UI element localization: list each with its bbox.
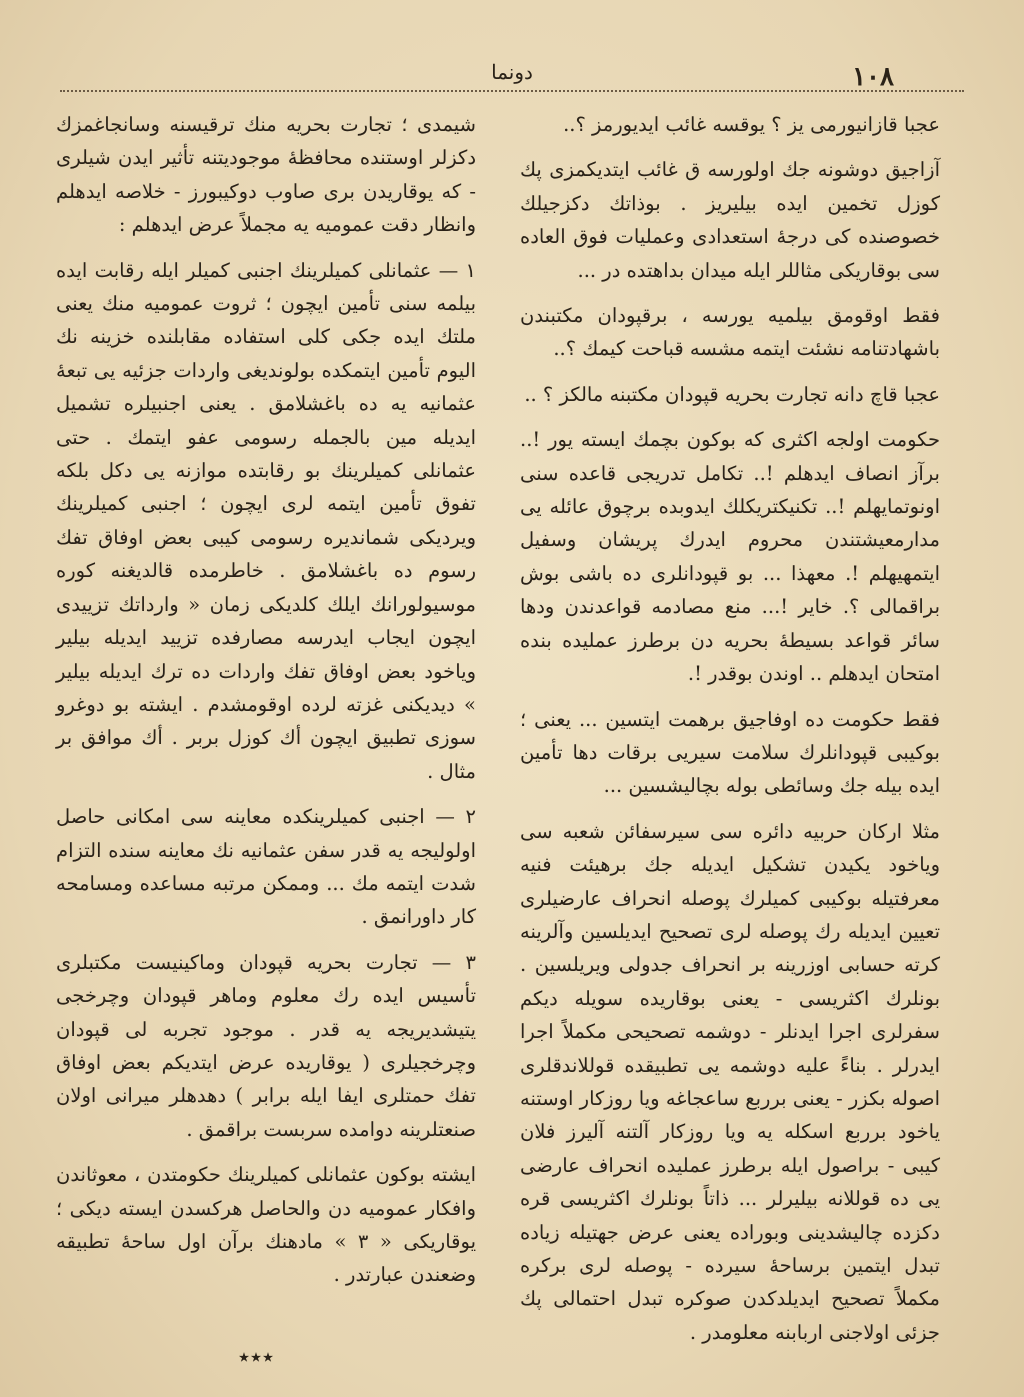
right-column xyxy=(520,108,940,1361)
paragraph: آزاجيق دوشونه جك اولورسه ق غائب ايتديكمزى پك كوزل تخمين ايده بيليريز . بوذاتك دكزجيلك خصوصنده كى درجهٔ استعدادى وعمليات فوق العاده سى بوقاريكى مثاللر ايله ميدان بداهتده در ... xyxy=(520,158,940,282)
paragraph: عجبا قازانيورمى يز ؟ يوقسه غائب ايديورمز ؟.. xyxy=(563,113,940,136)
running-title: دونما xyxy=(491,60,533,84)
numbered-item: ١ — عثمانلى كميلرينك اجنبى كميلر ايله رقابت ايده بيلمه سنى تأمين ايچون ؛ ثروت عموميه منك يعنى ملتك ايده جكى كلى استفاده مقابلنده خزينه نك اليوم تأمين ايتمكده بولونديغى واردات جزئيه يى تبعهٔ عثمانيه يه ده باغشلامق . يعنى اجنبيلره تشميل ايديله مين بالجمله رسومى عفو ايتمك . حتى عثمانلى كميلرينك بو رقابتده موازنه يى دكل بلكه تفوق تأمين ايتمه لرى ايچون ؛ اجنبى كميلرينك ويرديكى شمانديره رسومى كيبى بعض اوفاق تفك رسوم ده باغشلامق . خاطرمده قالديغنه كوره موسيولورانك ايلك كلديكى زمان « وارداتك تزييدى ايچون ايجاب ايدرسه مصارفده تزييد ايديله بيلير وياخود بعض اوفاق تفك واردات ده ترك ايديله بيلير » ديديكنى غزته لرده اوقومشدم . ايشته بو دوغرو سوزى تطبيق ايچون أك كوزل بربر . أك موافق بر مثال . xyxy=(56,258,476,783)
paragraph: عجبا قاچ دانه تجارت بحريه قپودان مكتبنه مالكز ؟ .. xyxy=(524,382,940,406)
left-column xyxy=(56,108,476,1304)
paragraph: حكومت اولجه اكثرى كه بوكون بچمك ايسته يور !.. برآز انصاف ايدهلم !.. تكامل تدريجى قاعده سنى اونوتمايهلم !.. تكنيكتريكلك ايدوبده برچوق عائله يى مدارمعيشتندن محروم ايدرك پريشان وسفيل ايتمهيهلم !. معهذا ... بو قپودانلرى ده باشى بوش براقمالى ؟. خاير !... منع مصادمه قواعدندن ودها سائر قواعد بسيطهٔ بحريه دن برطرز عمليده بنده امتحان ايدهلم .. اوندن بوقدر !. xyxy=(520,428,940,686)
paragraph: فقط حكومت ده اوفاجيق برهمت ايتسين ... يعنى ؛ بوكيبى قپودانلرك سلامت سيريى برقات دها تأمين ايده بيله جك وسائطى بوله بچاليشسين ... xyxy=(520,707,940,798)
page-number: ١٠٨ xyxy=(852,62,894,92)
paragraph: ايشته بوكون عثمانلى كميلرينك حكومتدن ، معوثاندن وافكار عموميه دن والحاصل هركسدن ايسته ديكى ؛ يوقاريكى « ٣ » مادهنك برآن اول ساحهٔ تطبيقه وضعندن عبارتدر . xyxy=(56,1163,476,1287)
page-header xyxy=(40,58,984,94)
closing-ornament: ٭٭٭ xyxy=(238,1345,274,1370)
paragraph: شيمدى ؛ تجارت بحريه منك ترقيسنه وسانجاغمزك دكزلر اوستنده محافظهٔ موجوديتنه تأثير ايدن شيلرى - كه يوقاريدن برى صاوب دوكيبورز - خلاصه ايدهلم وانظار دقت عموميه يه مجملاً عرض ايدهلم : xyxy=(56,113,476,237)
header-rule xyxy=(60,90,964,92)
paragraph: مثلا اركان حربيه دائره سى سيرسفائن شعبه سى وياخود يكيدن تشكيل ايديله جك برهيئت فنيه معرفتيله بوكيبى كميلرك پوصله انحراف عارضيلرى تعيين ايديله رك پوصله لرى تصحيح ايديلسين وآلرينه كرته حسابى اوزرينه بر انحراف جدولى ويريلسين . بونلرك اكثريسى - يعنى بوقاريده سويله ديكم سفرلرى اجرا ايدنلر - دوشمه تصحيحى مكملاً اجرا ايدرلر . بناءً عليه دوشمه يى تطبيقده قوللاندقلرى اصوله بكزر - يعنى برربع ساعجاغه ويا روزكار اوستنه ياخود برربع اسكله يه ويا روزكار آلتنه آليرز فلان كيبى - براصول ايله برطرز عمليده انحراف عارضى يى ده قوللانه بيليرلر ... ذاتاً بونلرك اكثريسى قره دكزده چاليشدينى وبوراده يعنى عرض جهتيله زياده تبدل ايتمين برساحهٔ سيرده - پوصله لرى بركره مكملاً تصحيح ايديلدكدن صوكره تبدل احتمالى پك جزئى اولاجنى اربابنه معلومدر . xyxy=(520,819,940,1344)
numbered-item: ٢ — اجنبى كميلرينكده معاينه سى امكانى حاصل اولوليجه يه قدر سفن عثمانيه نك معاينه سنده التزام شدت ايتمه مك ... وممكن مرتبه مساعده ومسامحه كار داورانمق . xyxy=(56,805,476,929)
column-gutter xyxy=(497,110,498,1370)
paragraph: فقط اوقومق بيلميه يورسه ، برقپودان مكتبندن باشهادتنامه نشئت ايتمه مشسه قباحت كيمك ؟.. xyxy=(520,304,940,361)
numbered-item: ٣ — تجارت بحريه قپودان وماكينيست مكتبلرى تأسيس ايده رك معلوم وماهر قپودان وچرخجى يتيشديريجه يه قدر . موجود تجربه لى قپودان وچرخجيلرى ( يوقاريده عرض ايتديكم بعض اوفاق تفك حمتلرى ايفا ايله برابر ) دهدهلر ميرانى اولان صنعتلرينه دوامده سربست براقمق . xyxy=(56,950,476,1141)
